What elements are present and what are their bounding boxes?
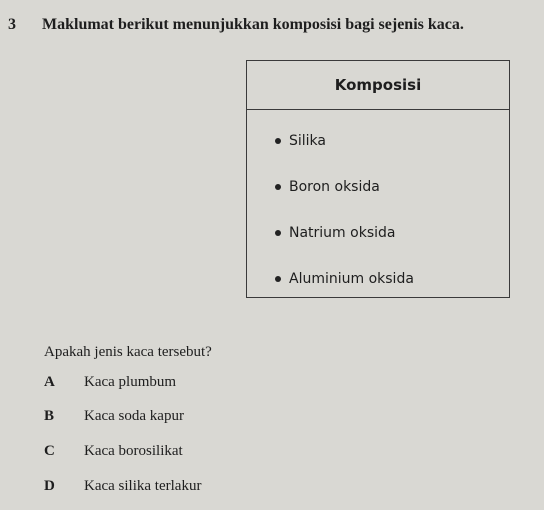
option-letter: A [44, 374, 55, 390]
question-number: 3 [8, 16, 16, 33]
option-text: Kaca borosilikat [84, 443, 183, 459]
composition-item-label: Natrium oksida [289, 225, 396, 241]
option-text: Kaca soda kapur [84, 408, 184, 424]
composition-box [246, 60, 510, 298]
composition-item-label: Boron oksida [289, 179, 380, 195]
option-letter: B [44, 408, 55, 424]
bullet-icon [275, 230, 281, 236]
option-letter: C [44, 443, 55, 459]
option-a[interactable] [44, 374, 176, 391]
option-text: Kaca plumbum [84, 374, 177, 390]
question-stem: Maklumat berikut menunjukkan komposisi bagi sejenis kaca. [42, 16, 464, 33]
composition-header: Komposisi [247, 61, 509, 110]
option-d[interactable] [44, 478, 201, 495]
composition-item [275, 179, 380, 195]
bullet-icon [275, 184, 281, 190]
option-text: Kaca silika terlakur [84, 478, 202, 494]
composition-item [275, 133, 326, 149]
option-c[interactable] [44, 443, 183, 460]
composition-item [275, 225, 395, 241]
question-prompt: Apakah jenis kaca tersebut? [44, 344, 212, 360]
option-b[interactable] [44, 408, 184, 425]
composition-item-label: Silika [289, 133, 326, 149]
composition-item [275, 271, 414, 287]
bullet-icon [275, 138, 281, 144]
option-letter: D [44, 478, 55, 494]
bullet-icon [275, 276, 281, 282]
composition-item-label: Aluminium oksida [289, 271, 414, 287]
